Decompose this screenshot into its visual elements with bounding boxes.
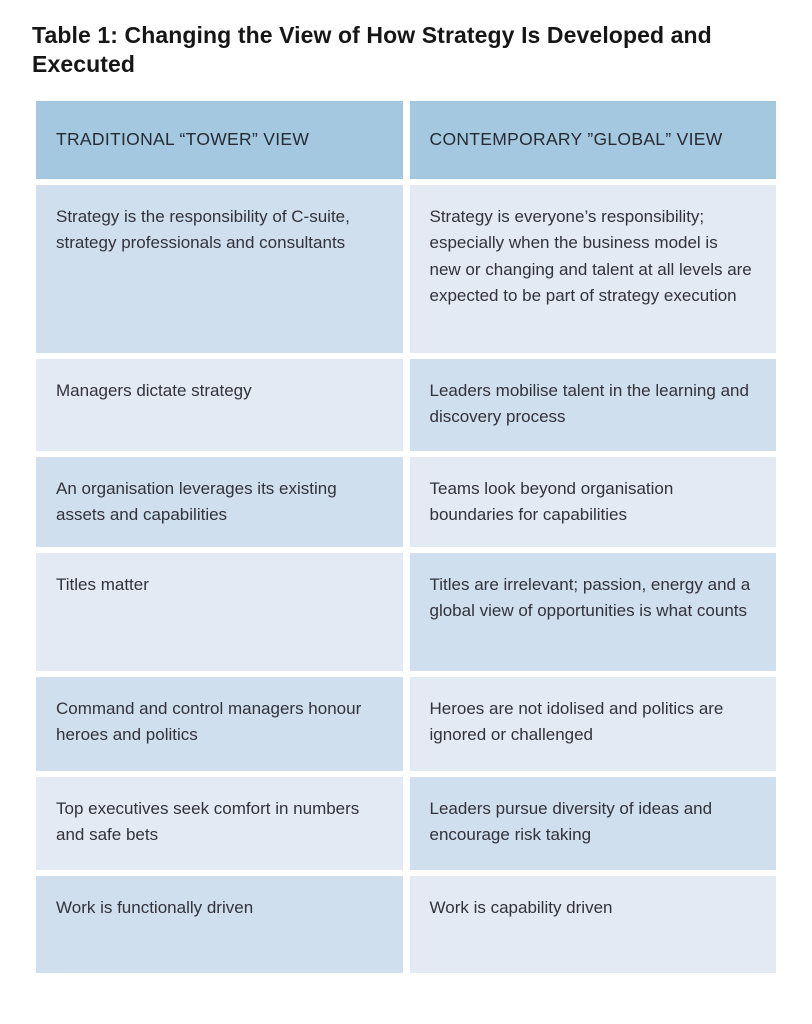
table-cell-contemporary-row-1: Strategy is everyone’s responsibility; especially when the business model is new or changing and talent at all levels are expected to be part of strategy execution — [410, 185, 777, 353]
table-cell-traditional-row-6: Top executives seek comfort in numbers and safe bets — [36, 777, 403, 870]
table-cell-contemporary-row-6: Leaders pursue diversity of ideas and encourage risk taking — [410, 777, 777, 870]
table-cell-contemporary-row-7: Work is capability driven — [410, 876, 777, 973]
table-cell-traditional-row-7: Work is functionally driven — [36, 876, 403, 973]
table-cell-traditional-row-4: Titles matter — [36, 553, 403, 671]
table-cell-traditional-row-3: An organisation leverages its existing assets and capabilities — [36, 457, 403, 547]
table-cell-contemporary-row-3: Teams look beyond organisation boundaries for capabilities — [410, 457, 777, 547]
table-cell-traditional-row-1: Strategy is the responsibility of C-suite, strategy professionals and consultants — [36, 185, 403, 353]
table-cell-traditional-row-2: Managers dictate strategy — [36, 359, 403, 451]
table-cell-contemporary-row-5: Heroes are not idolised and politics are ignored or challenged — [410, 677, 777, 771]
table-cell-traditional-row-5: Command and control managers honour heroes and politics — [36, 677, 403, 771]
column-header-traditional-tower-view: TRADITIONAL “TOWER” VIEW — [36, 101, 403, 179]
column-header-contemporary-global-view: CONTEMPORARY ”GLOBAL” VIEW — [410, 101, 777, 179]
table-cell-contemporary-row-2: Leaders mobilise talent in the learning and discovery process — [410, 359, 777, 451]
table-title-line-2: Executed — [32, 51, 136, 78]
table-cell-contemporary-row-4: Titles are irrelevant; passion, energy and a global view of opportunities is what counts — [410, 553, 777, 671]
table-title — [32, 21, 782, 80]
strategy-comparison-table — [36, 101, 776, 973]
table-title-line-1: Table 1: Changing the View of How Strategy Is Developed and — [32, 22, 712, 48]
